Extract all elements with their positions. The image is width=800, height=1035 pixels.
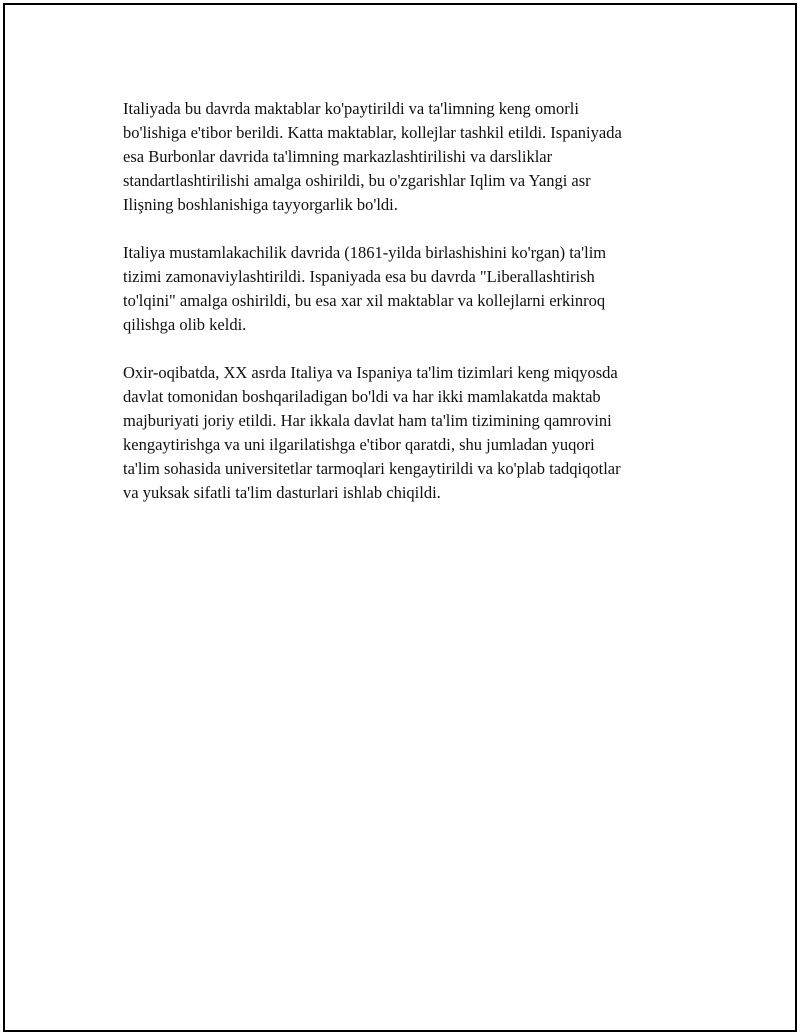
page-border <box>3 3 797 1032</box>
text-line: bo'lishiga e'tibor berildi. Katta maktablar, kollejlar tashkil etildi. Ispaniyada <box>123 123 622 142</box>
text-line: to'lqini" amalga oshirildi, bu esa xar xil maktablar va kollejlarni erkinroq <box>123 291 606 310</box>
text-line: va yuksak sifatli ta'lim dasturlari ishlab chiqildi. <box>123 483 441 502</box>
text-line: Italiyada bu davrda maktablar ko'paytirildi va ta'limning keng omorli <box>123 99 579 118</box>
text-line: majburiyati joriy etildi. Har ikkala davlat ham ta'lim tizimining qamrovini <box>123 411 612 430</box>
paragraph-2 <box>123 241 683 337</box>
text-line: davlat tomonidan boshqariladigan bo'ldi va har ikki mamlakatda maktab <box>123 387 601 406</box>
text-line: tizimi zamonaviylashtirildi. Ispaniyada esa bu davrda "Liberallashtirish <box>123 267 595 286</box>
text-line: Italiya mustamlakachilik davrida (1861-yilda birlashishini ko'rgan) ta'lim <box>123 243 607 262</box>
paragraph-3 <box>123 361 683 505</box>
document-body <box>123 97 683 529</box>
text-line: standartlashtirilishi amalga oshirildi, bu o'zgarishlar Iqlim va Yangi asr <box>123 171 591 190</box>
text-line: ta'lim sohasida universitetlar tarmoqlari kengaytirildi va ko'plab tadqiqotlar <box>123 459 621 478</box>
text-line: kengaytirishga va uni ilgarilatishga e'tibor qaratdi, shu jumladan yuqori <box>123 435 595 454</box>
paragraph-1 <box>123 97 683 217</box>
text-line: esa Burbonlar davrida ta'limning markazlashtirilishi va darsliklar <box>123 147 553 166</box>
text-line: qilishga olib keldi. <box>123 315 247 334</box>
text-line: Oxir-oqibatda, XX asrda Italiya va Ispaniya ta'lim tizimlari keng miqyosda <box>123 363 618 382</box>
text-line: Ilişning boshlanishiga tayyorgarlik bo'ldi. <box>123 195 398 214</box>
